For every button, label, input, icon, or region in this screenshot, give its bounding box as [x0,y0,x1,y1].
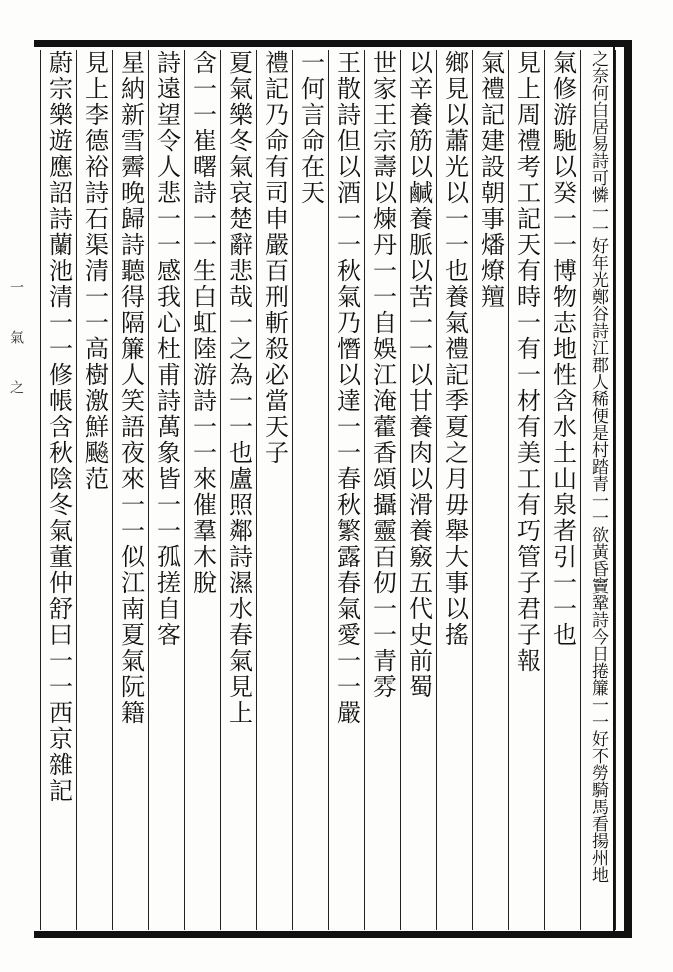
margin-mark: 氣 [8,330,24,344]
text-column [436,50,472,930]
column-text: 王散詩但以酒一一秋氣乃憯以達一一春秋繁露春氣愛一一嚴 [332,50,361,726]
text-column [292,50,328,930]
margin-mark: 一 [8,280,24,294]
text-column [508,50,544,930]
column-text: 禮記乃命有司申嚴百刑斬殺必當天子 [260,50,289,466]
column-text: 見上李德裕詩石渠清一一高樹激鮮飈范 [80,50,109,492]
text-column [400,50,436,930]
column-text: 星納新雪霽晚歸詩聽得隔簾人笑語夜來一一似江南夏氣阮籍 [116,50,145,726]
column-text: 以辛養筋以鹹養脈以苦一一以甘養肉以滑養竅五代史前蜀 [404,50,433,700]
text-column [76,50,112,930]
page-margin [0,40,34,938]
column-text: 一何言命在天 [296,50,325,206]
column-text: 見上周禮考工記天有時一有一材有美工有巧管子君子報 [512,50,541,674]
text-column [580,50,616,930]
text-column [256,50,292,930]
column-text: 含一一崔曙詩一一生白虹陸游詩一一來催羣木脫 [188,50,217,596]
column-text: 詩遠望令人悲一一感我心杜甫詩萬象皆一一孤搓自客 [152,50,181,648]
column-text: 氣禮記建設朝事燔燎羶 [476,50,505,310]
text-column [184,50,220,930]
text-column [472,50,508,930]
column-text: 鄉見以蕭光以一一也養氣禮記季夏之月毋舉大事以搖 [440,50,469,648]
text-column [40,50,76,930]
text-column [364,50,400,930]
column-text: 蔚宗樂遊應詔詩蘭池清一一修帳含秋陰冬氣董仲舒曰一一西京雜記 [44,50,73,804]
text-column [148,50,184,930]
margin-mark: 之 [8,380,24,394]
text-column [220,50,256,930]
text-column [112,50,148,930]
column-text: 夏氣樂冬氣哀楚辭悲哉一之為一一也盧照鄰詩濕水春氣見上 [224,50,253,726]
column-text: 氣修游馳以癸一一博物志地性含水土山泉者引一一也 [548,50,577,648]
frame-border [624,40,632,938]
column-text: 之奈何白居易詩可憐一一好年光鄭谷詩江郡人稀便是村踏青一一欲黃昏竇鞏詩今日捲簾一一好不勞騎馬看揚州地 [588,50,608,883]
text-column [328,50,364,930]
text-columns [38,50,616,930]
column-text: 世家王宗壽以煉丹一一自娛江淹藿香頌攝靈百仞一一青雰 [368,50,397,700]
text-column [544,50,580,930]
